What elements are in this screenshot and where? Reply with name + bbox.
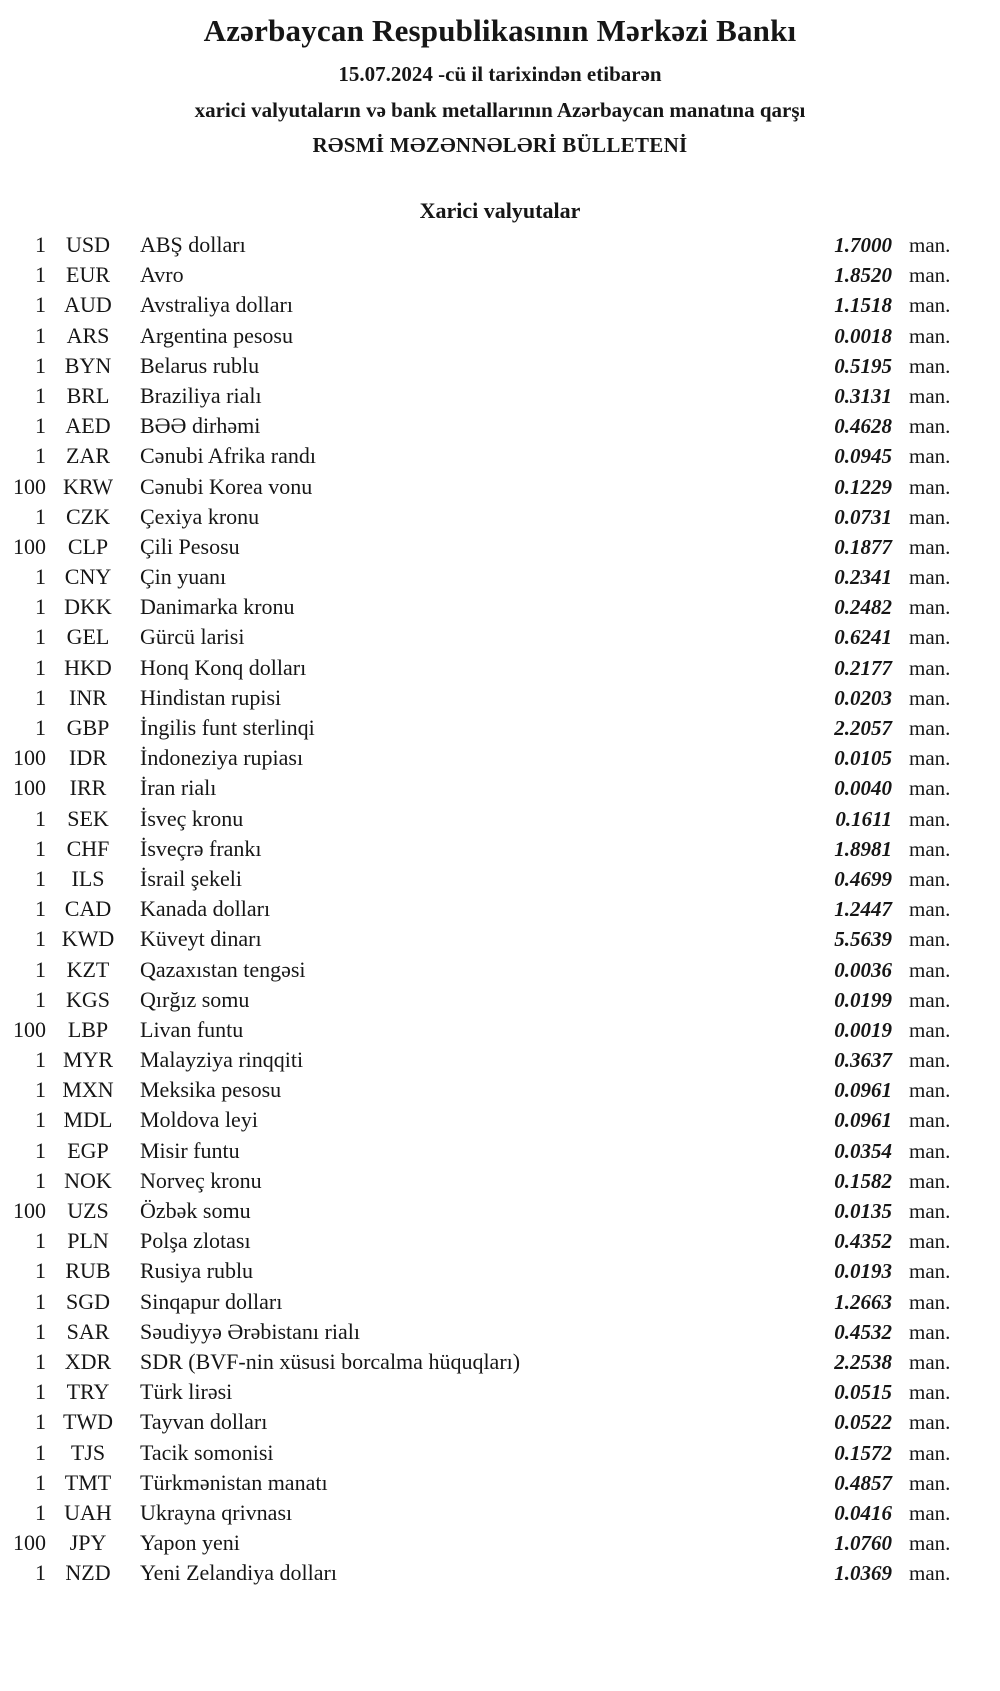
row-rate: 0.0354 [834,1138,892,1163]
row-currency-code: GEL [66,624,110,650]
row-unit-label: man. [909,565,951,590]
table-row [0,743,1000,773]
row-rate: 0.3637 [834,1048,892,1073]
row-unit-label: man. [909,1017,951,1042]
row-currency-name: Sinqapur dolları [140,1288,283,1314]
table-row [0,653,1000,683]
row-quantity: 100 [13,1530,46,1556]
row-unit-label: man. [909,1289,951,1314]
row-rate: 0.2482 [834,595,892,620]
row-rate: 0.1877 [834,534,892,559]
row-unit-label: man. [909,1259,951,1284]
row-unit-label: man. [909,263,951,288]
row-unit-label: man. [909,1380,951,1405]
row-unit-label: man. [909,746,951,771]
table-row [0,864,1000,894]
row-quantity: 1 [35,1167,46,1193]
table-row [0,1287,1000,1317]
row-unit-label: man. [909,866,951,891]
row-currency-name: ABŞ dolları [140,232,246,257]
row-unit-label: man. [909,685,951,710]
row-quantity: 1 [35,1499,46,1525]
row-unit-label: man. [909,655,951,680]
row-rate: 0.0036 [834,957,892,982]
row-unit-label: man. [909,1108,951,1133]
table-row [0,985,1000,1015]
table-row [0,1317,1000,1347]
table-row [0,532,1000,562]
row-rate: 0.4699 [834,866,892,891]
table-row [0,1558,1000,1588]
document-header [0,0,1000,158]
row-quantity: 1 [35,503,46,529]
row-unit-label: man. [909,1561,951,1586]
row-currency-code: RUB [65,1258,111,1284]
bank-title: Azərbaycan Respublikasının Mərkəzi Bankı [203,13,797,48]
table-row [0,441,1000,471]
row-unit-label: man. [909,716,951,740]
row-unit-label: man. [909,233,951,257]
row-rate: 0.2341 [834,565,892,590]
row-currency-code: USD [65,232,110,257]
row-rate: 0.0193 [834,1259,892,1284]
row-currency-name: Livan funtu [140,1016,244,1042]
row-currency-name: Polşa zlotası [140,1228,251,1254]
row-rate: 0.4857 [834,1470,892,1495]
row-quantity: 1 [35,715,46,740]
table-row [0,562,1000,592]
row-currency-code: UZS [67,1198,109,1223]
table-row [0,502,1000,532]
row-unit-label: man. [909,534,951,559]
row-currency-code: KGS [65,986,110,1012]
table-row [0,1498,1000,1528]
row-currency-name: Çin yuanı [140,564,227,590]
table-row [0,1377,1000,1407]
table-row [0,1015,1000,1045]
row-currency-code: SAR [66,1318,110,1344]
row-currency-code: TWD [62,1409,114,1435]
row-quantity: 100 [13,533,46,559]
row-rate: 0.1572 [834,1440,892,1465]
row-rate: 0.4352 [834,1229,892,1254]
row-currency-code: ZAR [66,443,110,469]
effective-date-line: 15.07.2024 -cü il tarixindən etibarən [338,62,662,86]
row-rate: 0.1229 [834,474,892,499]
row-rate: 0.0945 [834,444,892,469]
row-rate: 0.0961 [834,1078,892,1103]
row-currency-code: TMT [64,1469,112,1495]
row-unit-label: man. [909,1440,951,1465]
table-row [0,924,1000,954]
row-currency-name: Səudiyyə Ərəbistanı rialı [140,1318,360,1344]
row-unit-label: man. [909,293,951,318]
row-unit-label: man. [909,353,951,378]
row-unit-label: man. [909,1531,951,1556]
row-rate: 0.0515 [834,1380,892,1405]
row-currency-code: BRL [66,382,110,408]
table-row [0,411,1000,441]
row-currency-code: KWD [61,926,115,952]
row-rate: 0.4628 [834,414,892,439]
table-row [0,260,1000,290]
row-quantity: 1 [35,382,46,408]
row-rate: 1.1518 [834,293,892,318]
table-row [0,1196,1000,1226]
row-rate: 5.5639 [834,927,892,952]
row-currency-code: SEK [67,805,109,831]
table-row [0,290,1000,320]
row-currency-code: INR [69,684,107,710]
row-currency-name: Moldova leyi [140,1107,258,1133]
row-currency-name: Norveç kronu [140,1167,262,1193]
row-unit-label: man. [909,1168,951,1193]
row-currency-name: Çexiya kronu [140,503,260,529]
row-currency-code: NZD [65,1560,111,1586]
row-rate: 0.0199 [834,987,892,1012]
row-quantity: 1 [35,926,46,952]
row-currency-code: TJS [70,1439,106,1465]
row-unit-label: man. [909,1229,951,1254]
row-currency-name: Meksika pesosu [140,1077,282,1103]
table-row [0,834,1000,864]
row-rate: 0.6241 [834,625,892,650]
row-currency-name: Gürcü larisi [140,624,245,650]
row-currency-code: IDR [69,745,107,771]
row-currency-name: Cənubi Korea vonu [140,473,313,499]
row-currency-name: BƏƏ dirhəmi [140,413,261,439]
row-quantity: 1 [35,594,46,620]
row-currency-code: SGD [65,1288,110,1314]
table-row [0,1468,1000,1498]
row-currency-name: Braziliya rialı [140,382,262,408]
row-currency-name: İran rialı [140,775,217,801]
row-rate: 0.2177 [834,655,892,680]
row-currency-code: CAD [64,896,112,922]
row-unit-label: man. [909,383,951,408]
row-currency-code: HKD [64,654,112,680]
row-quantity: 1 [35,1439,46,1465]
table-row [0,321,1000,351]
row-quantity: 100 [13,1198,46,1223]
row-unit-label: man. [909,595,951,620]
row-currency-code: CHF [66,835,110,861]
row-quantity: 100 [13,745,46,771]
row-currency-code: MXN [62,1077,114,1103]
row-rate: 1.7000 [834,233,892,257]
row-unit-label: man. [909,1349,951,1374]
table-row [0,1045,1000,1075]
row-quantity: 1 [35,292,46,318]
row-quantity: 1 [35,322,46,348]
row-unit-label: man. [909,1078,951,1103]
row-unit-label: man. [909,1319,951,1344]
table-row [0,955,1000,985]
row-rate: 0.0731 [834,504,892,529]
row-currency-code: KZT [66,956,110,982]
row-quantity: 1 [35,1077,46,1103]
row-quantity: 1 [35,1228,46,1254]
row-unit-label: man. [909,776,951,801]
row-currency-code: IRR [69,775,107,801]
row-currency-name: Avro [140,262,184,288]
row-currency-name: Qırğız somu [140,986,250,1012]
row-rate: 0.1611 [835,806,892,831]
row-currency-name: İsrail şekeli [140,865,243,891]
row-unit-label: man. [909,987,951,1012]
row-currency-code: MYR [62,1047,114,1073]
row-unit-label: man. [909,1410,951,1435]
row-currency-name: Belarus rublu [140,352,260,378]
row-unit-label: man. [909,927,951,952]
row-rate: 1.2447 [834,897,892,922]
row-currency-name: Rusiya rublu [140,1258,254,1284]
row-currency-name: Ukrayna qrivnası [140,1499,293,1525]
row-unit-label: man. [909,414,951,439]
row-quantity: 1 [35,262,46,288]
table-row [0,592,1000,622]
row-unit-label: man. [909,1138,951,1163]
table-row [0,1226,1000,1256]
table-row [0,1256,1000,1286]
row-rate: 1.0369 [834,1561,892,1586]
row-quantity: 1 [35,1318,46,1344]
row-quantity: 1 [35,835,46,861]
row-currency-name: Honq Konq dolları [140,654,307,680]
row-currency-code: ARS [66,322,110,348]
row-quantity: 100 [13,775,46,801]
row-currency-name: Yapon yeni [140,1530,240,1556]
row-currency-code: AED [65,413,111,439]
row-quantity: 1 [35,1107,46,1133]
row-currency-name: Hindistan rupisi [140,684,282,710]
table-row [0,1105,1000,1135]
row-rate: 0.0135 [834,1199,892,1223]
row-unit-label: man. [909,504,951,529]
row-unit-label: man. [909,957,951,982]
section-heading-foreign-currencies: Xarici valyutalar [419,198,581,223]
row-currency-name: Türkmənistan manatı [140,1469,328,1495]
row-quantity: 100 [13,473,46,499]
row-quantity: 1 [35,413,46,439]
row-currency-code: LBP [67,1016,109,1042]
row-currency-code: GBP [66,715,110,740]
row-unit-label: man. [909,444,951,469]
row-currency-name: Cənubi Afrika randı [140,443,316,469]
table-row [0,381,1000,411]
row-currency-code: CZK [66,503,110,529]
row-quantity: 1 [35,1409,46,1435]
row-rate: 0.0019 [834,1017,892,1042]
row-currency-code: TRY [66,1379,110,1405]
row-rate: 1.8981 [834,836,892,861]
table-row [0,622,1000,652]
row-quantity: 1 [35,654,46,680]
row-unit-label: man. [909,836,951,861]
row-quantity: 1 [35,352,46,378]
table-row [0,804,1000,834]
row-currency-code: NOK [64,1167,112,1193]
row-currency-name: Kanada dolları [140,896,271,922]
table-row [0,713,1000,743]
row-currency-name: İndoneziya rupiası [140,745,304,771]
row-unit-label: man. [909,474,951,499]
row-quantity: 1 [35,232,46,257]
table-row [0,683,1000,713]
row-currency-code: KRW [62,473,114,499]
table-row [0,894,1000,924]
row-quantity: 1 [35,1469,46,1495]
row-currency-code: EUR [66,262,110,288]
row-currency-code: MDL [63,1107,113,1133]
row-rate: 2.2057 [834,716,892,740]
row-rate: 1.8520 [834,263,892,288]
row-rate: 0.0416 [834,1500,892,1525]
row-currency-code: ILS [71,865,105,891]
row-quantity: 1 [35,1047,46,1073]
row-currency-name: İngilis funt sterlinqi [140,715,315,740]
row-quantity: 100 [13,1016,46,1042]
row-currency-code: UAH [64,1499,112,1525]
row-currency-name: Tayvan dolları [140,1409,268,1435]
row-currency-name: Argentina pesosu [140,322,293,348]
row-currency-name: Malayziya rinqqiti [140,1047,304,1073]
row-currency-name: Qazaxıstan tengəsi [140,956,306,982]
row-unit-label: man. [909,897,951,922]
row-quantity: 1 [35,684,46,710]
row-quantity: 1 [35,896,46,922]
table-row [0,1136,1000,1166]
row-unit-label: man. [909,1500,951,1525]
bulletin-title: RƏSMİ MƏZƏNNƏLƏRİ BÜLLETENİ [312,133,688,157]
row-currency-code: CNY [64,564,112,590]
row-rate: 0.0203 [834,685,892,710]
row-rate: 2.2538 [834,1349,892,1374]
row-quantity: 1 [35,1288,46,1314]
table-row [0,1166,1000,1196]
row-currency-name: Özbək somu [140,1198,251,1223]
row-currency-code: CLP [67,533,109,559]
row-quantity: 1 [35,956,46,982]
row-currency-name: İsveçrə frankı [140,835,262,861]
table-row [0,773,1000,803]
row-currency-name: Türk lirəsi [140,1379,233,1405]
row-rate: 0.0018 [834,323,892,348]
row-quantity: 1 [35,564,46,590]
row-currency-name: SDR (BVF-nin xüsusi borcalma hüquqları) [140,1348,521,1374]
table-row [0,1438,1000,1468]
row-quantity: 1 [35,805,46,831]
row-currency-name: Danimarka kronu [140,594,295,620]
row-currency-name: Tacik somonisi [140,1439,274,1465]
row-currency-name: Çili Pesosu [140,533,240,559]
row-unit-label: man. [909,1048,951,1073]
row-currency-name: İsveç kronu [140,805,244,831]
row-unit-label: man. [909,625,951,650]
row-currency-code: XDR [64,1348,112,1374]
row-currency-code: EGP [67,1137,109,1163]
row-rate: 0.1582 [834,1168,892,1193]
row-rate: 0.0105 [834,746,892,771]
row-rate: 0.3131 [834,383,892,408]
row-quantity: 1 [35,1348,46,1374]
rates-table [0,230,1000,1588]
row-rate: 0.0522 [834,1410,892,1435]
row-quantity: 1 [35,1137,46,1163]
row-rate: 0.4532 [834,1319,892,1344]
row-currency-name: Yeni Zelandiya dolları [140,1560,337,1586]
row-currency-code: JPY [69,1530,107,1556]
row-rate: 1.2663 [834,1289,892,1314]
row-rate: 0.0961 [834,1108,892,1133]
table-row [0,351,1000,381]
row-unit-label: man. [909,1199,951,1223]
table-row [0,1407,1000,1437]
row-unit-label: man. [909,1470,951,1495]
table-row [0,1075,1000,1105]
table-row [0,472,1000,502]
row-rate: 0.5195 [834,353,892,378]
row-currency-name: Misir funtu [140,1137,240,1163]
row-currency-name: Avstraliya dolları [140,292,293,318]
row-quantity: 1 [35,1258,46,1284]
row-quantity: 1 [35,624,46,650]
row-unit-label: man. [909,806,951,831]
row-currency-code: AUD [64,292,112,318]
subtitle-line: xarici valyutaların və bank metallarının Azərbaycan manatına qarşı [194,98,806,122]
row-rate: 1.0760 [834,1531,892,1556]
row-currency-code: DKK [64,594,112,620]
table-row [0,230,1000,260]
row-currency-code: PLN [67,1228,109,1254]
table-row [0,1347,1000,1377]
row-quantity: 1 [35,1379,46,1405]
row-quantity: 1 [35,1560,46,1586]
table-row [0,1528,1000,1558]
row-rate: 0.0040 [834,776,892,801]
row-quantity: 1 [35,865,46,891]
row-currency-name: Küveyt dinarı [140,926,262,952]
row-quantity: 1 [35,986,46,1012]
row-quantity: 1 [35,443,46,469]
row-currency-code: BYN [64,352,112,378]
row-unit-label: man. [909,323,951,348]
